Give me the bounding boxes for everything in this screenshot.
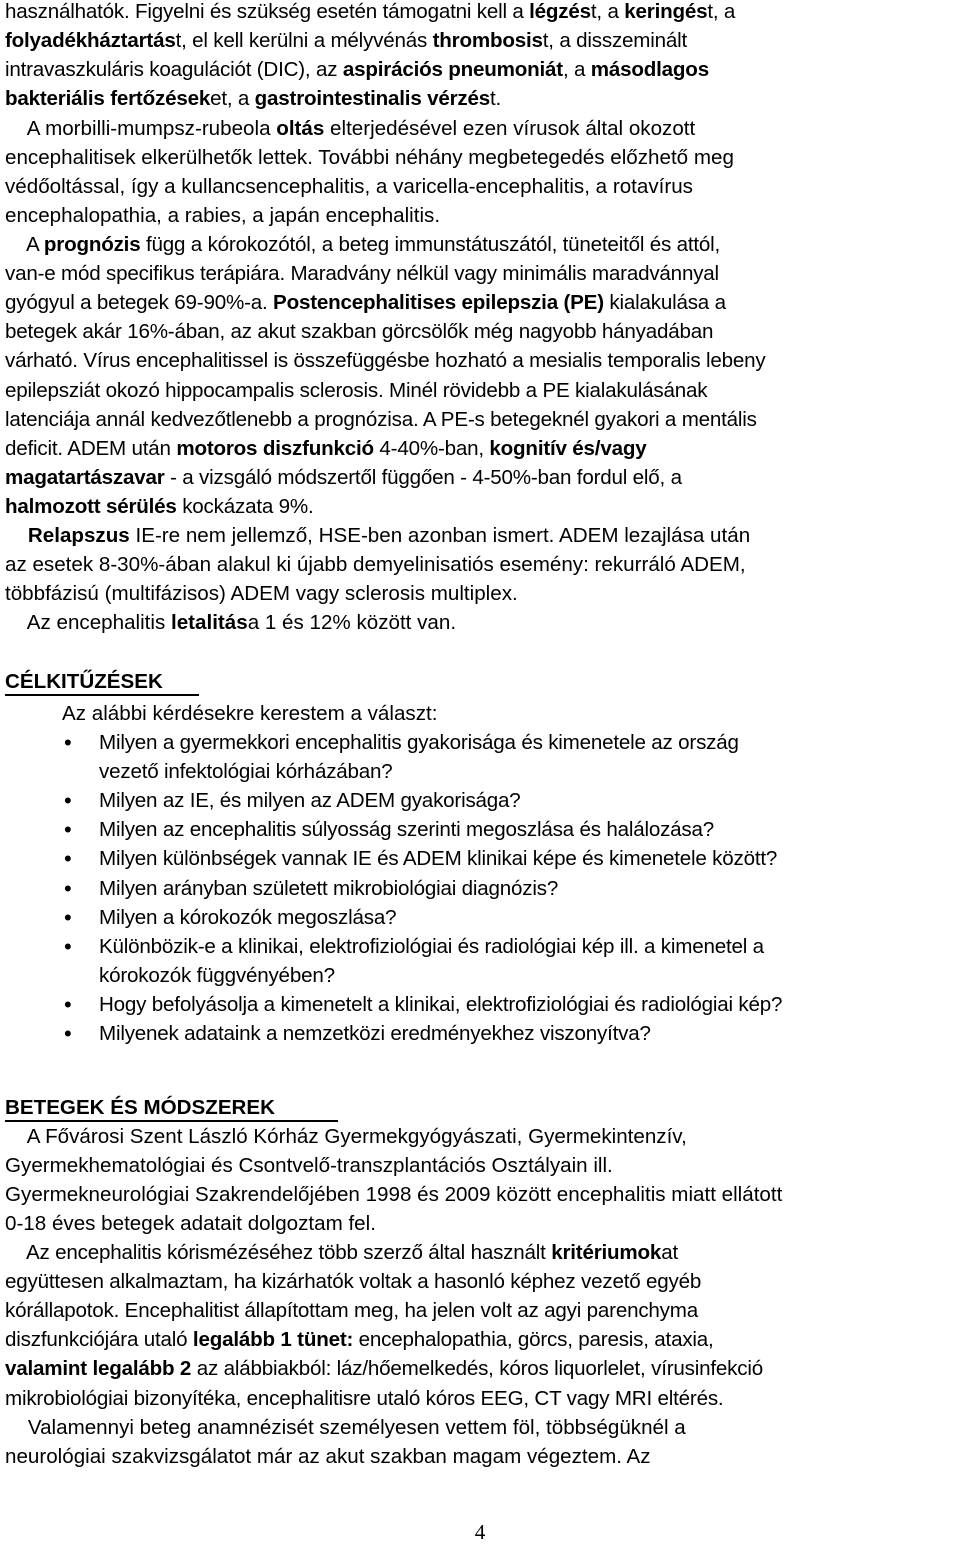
text-line [5,0,735,25]
text-line [5,1241,678,1266]
text-run: Valamennyi beteg anamnézisét személyesen vettem föl, többségüknél a [5,1416,686,1439]
question-item: Hogy befolyásolja a kimenetelt a klinikai, elektrofiziológiai és radiológiai kép? [99,992,783,1016]
bold-run: valamint legalább 2 [5,1357,192,1381]
text-line [5,262,719,287]
bold-run: kritériumok [551,1241,662,1264]
text-run: gyógyul a betegek 69-90%-a. [5,291,274,315]
text-line [5,611,456,636]
text-run: encephalopathia, görcs, paresis, ataxia, [353,1328,714,1352]
bullet-icon: • [64,846,72,872]
heading-underline [5,694,199,696]
text-line [5,1328,714,1353]
text-run: t. [490,87,502,111]
text-line [5,233,720,258]
text-run: elterjedésével ezen vírusok által okozott [324,117,696,140]
text-line [5,1125,687,1150]
bold-run: prognózis [43,233,141,256]
text-run: 4-40%-ban, [373,436,490,460]
text-run: neurológiai szakvizsgálatot már az akut szakban magam végeztem. Az [5,1445,651,1469]
text-run: mikrobiológiai bizonyítéka, encephalitisre utaló kóros EEG, CT vagy MRI eltérés. [5,1386,724,1410]
text-run: diszfunkciójára utaló [5,1328,193,1352]
text-run: t, a [707,0,736,23]
bold-run: thrombosis [432,29,543,53]
text-line [5,1154,613,1179]
text-run: függ a kórokozótól, a beteg immunstátuszától, tüneteitől és attól, [140,233,721,256]
bold-run: Postencephalitises epilepszia (PE) [273,291,604,315]
text-run: többfázisú (multifázisos) ADEM vagy sclerosis multiplex. [5,582,518,606]
text-line [5,175,693,200]
bold-run: Relapszus [27,524,130,547]
text-line [5,349,765,374]
question-item: Milyen az encephalitis súlyosság szerinti megoszlása és halálozása? [99,818,715,842]
bullet-icon: • [64,933,72,959]
text-run: deficit. ADEM után [5,436,177,460]
text-run: az alábbiakból: láz/hőemelkedés, kóros liquorlelet, vírusinfekció [191,1357,763,1381]
text-run: kórállapotok. Encephalitist állapítottam meg, ha jelen volt az agyi parenchyma [5,1299,698,1323]
bold-run: halmozott sérülés [5,494,177,518]
text-run: encephalopathia, a rabies, a japán encephalitis. [5,204,441,228]
text-line [5,1183,782,1208]
text-run: at [661,1241,678,1264]
bullet-icon: • [64,788,72,814]
text-run: Gyermekneurológiai Szakrendelőjében 1998 és 2009 között encephalitis miatt ellátott [5,1183,783,1207]
text-run: epilepsziát okozó hippocampalis sclerosis. Minél rövidebb a PE kialakulásának [5,378,708,402]
text-line [5,1357,763,1382]
questions-intro: Az alábbi kérdésekre kerestem a választ: [62,702,438,725]
text-run: latenciája annál kedvezőtlenebb a prognózisa. A PE-s betegeknél gyakori a mentális [5,407,757,431]
bold-run: magatartászavar [5,465,165,489]
text-run: használhatók. Figyelni és szükség esetén támogatni kell a [5,0,530,23]
heading-underline [5,1120,338,1122]
bullet-icon: • [64,875,72,901]
text-run: van-e mód specifikus terápiára. Maradvány nélkül vagy minimális maradvánnyal [5,262,719,286]
question-item: Milyen a gyermekkori encephalitis gyakorisága és kimenetele az ország [99,731,739,754]
text-line [5,117,695,142]
text-line [5,466,682,491]
text-run: A morbilli-mumpsz-rubeola [5,117,277,140]
text-run: kialakulása a [603,291,726,315]
text-line [5,524,750,549]
text-run: várható. Vírus encephalitissel is összefüggésbe hozható a mesialis temporalis lebeny [5,349,766,373]
page-number: 4 [474,1520,486,1544]
bold-run: gastrointestinalis vérzés [254,87,491,111]
bold-run: keringés [624,0,708,23]
text-run: t, a [590,0,625,23]
text-line [5,146,734,171]
text-run: et, a [210,87,255,111]
text-line [5,582,518,607]
text-line [5,1270,701,1295]
question-item: Milyenek adataink a nemzetközi eredményekhez viszonyítva? [99,1022,651,1045]
bold-run: kognitív és/vagy [489,436,647,460]
text-run [5,524,28,547]
bullet-icon: • [64,1021,72,1046]
text-run: védőoltással, így a kullancsencephalitis, a varicella-encephalitis, a rotavírus [5,175,693,199]
text-run: Az encephalitis kórismézéséhez több szerző által használt [5,1241,552,1264]
text-line [5,1387,723,1412]
bullet-icon: • [64,991,72,1017]
bullet-icon: • [64,904,72,930]
text-line [5,553,746,578]
bold-run: motoros diszfunkció [176,436,374,460]
text-line [5,495,314,520]
question-item: Milyen az IE, és milyen az ADEM gyakorisága? [99,789,521,813]
bold-run: aspirációs pneumoniát [342,58,563,82]
text-line [5,437,646,462]
text-line [5,408,757,433]
text-line [5,58,709,83]
text-run: 0-18 éves betegek adatait dolgoztam fel. [5,1212,376,1236]
bold-run: oltás [276,117,325,140]
text-line [5,1212,376,1237]
text-run: együttesen alkalmaztam, ha kizárhatók voltak a hasonló képhez vezető egyéb [5,1270,702,1294]
text-run: Gyermekhematológiai és Csontvelő-transzplantációs Osztályain ill. [5,1154,613,1178]
text-run: t, a disszeminált [542,29,688,53]
text-run: - a vizsgáló módszertől függően - 4-50%-ban fordul elő, a [164,465,682,489]
text-run: A [5,233,44,256]
text-line [5,1299,698,1324]
text-line [5,1416,686,1441]
text-run: a 1 és 12% között van. [247,611,457,634]
question-item: kórokozók függvényében? [99,963,335,987]
question-item: Milyen különbségek vannak IE és ADEM klinikai képe és kimenetele között? [99,847,778,871]
heading-betegek-es-modszerek: BETEGEK ÉS MÓDSZEREK [5,1096,276,1119]
text-run: kockázata 9%. [176,494,314,518]
bold-run: letalitás [171,611,248,634]
text-run: IE-re nem jellemző, HSE-ben azonban ismert. ADEM lezajlása után [129,524,751,547]
text-run: encephalitisek elkerülhetők lettek. További néhány megbetegedés előzhető meg [5,146,734,170]
text-line [5,1445,651,1470]
text-line [5,320,713,345]
question-item: Különbözik-e a klinikai, elektrofiziológiai és radiológiai kép ill. a kimenetel a [99,934,764,958]
bold-run: legalább 1 tünet: [192,1328,354,1352]
bullet-icon: • [64,817,72,843]
question-item: Milyen a kórokozók megoszlása? [99,905,397,929]
text-line [5,29,687,54]
bold-run: másodlagos [590,58,709,82]
text-run: betegek akár 16%-ában, az akut szakban görcsölők még nagyobb hányadában [5,320,714,344]
question-item: vezető infektológiai kórházában? [99,760,393,784]
text-line [5,87,501,112]
text-line [5,204,440,229]
bullet-icon: • [64,730,72,755]
text-run: Az encephalitis [5,611,171,634]
text-line [5,291,726,316]
heading-celkituzesek: CÉLKITŰZÉSEK [5,670,163,693]
bold-run: légzés [529,0,591,23]
text-run: A Fővárosi Szent László Kórház Gyermekgyógyászati, Gyermekintenzív, [5,1125,687,1148]
bold-run: bakteriális fertőzések [5,87,211,111]
text-run: , a [562,58,591,82]
text-run: az esetek 8-30%-ában alakul ki újabb demyelinisatiós esemény: rekurráló ADEM, [5,553,746,577]
text-run: intravaszkuláris koagulációt (DIC), az [5,58,343,82]
text-run: t, el kell kerülni a mélyvénás [175,29,433,53]
bold-run: folyadékháztartás [5,29,176,53]
text-line [5,379,707,404]
question-item: Milyen arányban született mikrobiológiai diagnózis? [99,876,559,900]
